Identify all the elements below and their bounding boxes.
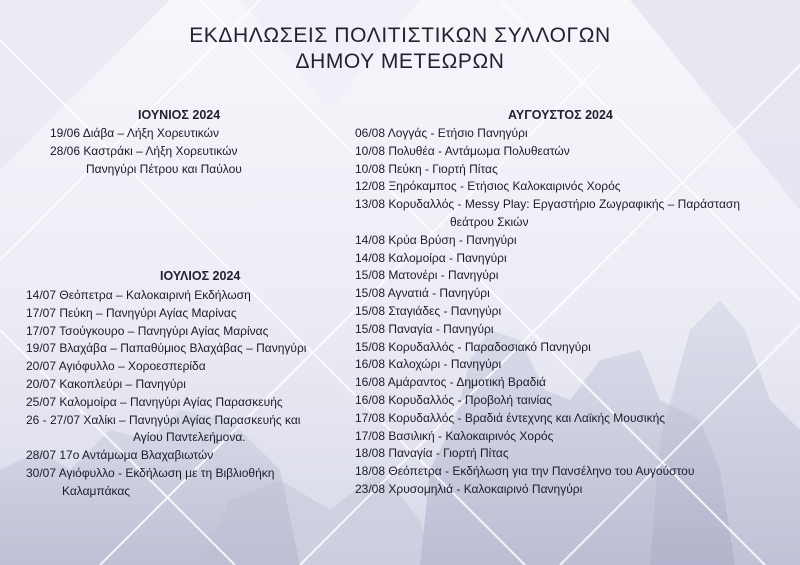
event-text: 28/06 Καστράκι – Λήξη Χορευτικών [50, 143, 238, 158]
list-item [355, 232, 740, 250]
list-item [26, 287, 306, 305]
list-item [355, 196, 740, 232]
list-item [355, 410, 740, 428]
event-text: 15/08 Αγνατιά - Πανηγύρι [355, 286, 490, 301]
list-item [26, 376, 306, 394]
july-event-list [26, 287, 306, 501]
event-text: 17/08 Κορυδαλλός - Βραδιά έντεχνης και Λαϊκής Μουσικής [355, 410, 666, 425]
event-text: 10/08 Πεύκη - Γιορτή Πίτας [355, 161, 498, 176]
list-item [355, 303, 740, 321]
event-text: 19/07 Βλαχάβα – Παπαθύμιος Βλαχάβας – Πανηγύρι [26, 341, 307, 356]
event-text: 20/07 Κακοπλεύρι – Πανηγύρι [26, 376, 186, 391]
event-text: 16/08 Καλοχώρι - Πανηγύρι [355, 357, 502, 372]
list-item [355, 285, 740, 303]
june-heading: ΙΟΥΝΙΟΣ 2024 [138, 108, 221, 122]
event-text: 26 - 27/07 Χαλίκι – Πανηγύρι Αγίας Παρασκευής και [26, 412, 301, 427]
list-item [355, 339, 740, 357]
list-item [26, 340, 306, 358]
event-text: 15/08 Ματονέρι - Πανηγύρι [355, 268, 499, 283]
event-text: 15/08 Σταγιάδες - Πανηγύρι [355, 303, 502, 318]
list-item [26, 394, 306, 412]
list-item [355, 250, 740, 268]
event-text: 25/07 Καλομοίρα – Πανηγύρι Αγίας Παρασκευής [26, 394, 283, 409]
list-item [355, 463, 740, 481]
list-item [26, 465, 306, 501]
june-event-list [50, 125, 242, 178]
list-item [355, 392, 740, 410]
list-item [355, 125, 740, 143]
list-item [355, 143, 740, 161]
event-text: 06/08 Λογγάς - Ετήσιο Πανηγύρι [355, 126, 528, 140]
event-text: 10/08 Πολυθέα - Αντάμωμα Πολυθεατών [355, 143, 570, 158]
event-text: 23/08 Χρυσομηλιά - Καλοκαιρινό Πανηγύρι [355, 481, 583, 496]
list-item [50, 125, 242, 143]
event-text: 16/08 Κορυδαλλός - Προβολή ταινίας [355, 392, 552, 407]
event-text: 16/08 Αμάραντος - Δημοτική Βραδιά [355, 375, 546, 390]
event-text: 15/08 Κορυδαλλός - Παραδοσιακό Πανηγύρι [355, 339, 591, 354]
list-item [355, 321, 740, 339]
event-text: 17/08 Βασιλική - Καλοκαιρινός Χορός [355, 428, 554, 443]
list-item [26, 323, 306, 341]
july-heading: ΙΟΥΛΙΟΣ 2024 [160, 269, 241, 283]
event-text: 18/08 Παναγία - Γιορτή Πίτας [355, 446, 509, 461]
list-item [26, 447, 306, 465]
list-item [26, 358, 306, 376]
event-text: 17/07 Πεύκη – Πανηγύρι Αγίας Μαρίνας [26, 305, 237, 320]
list-item [355, 445, 740, 463]
page-title: ΕΚΔΗΛΩΣΕΙΣ ΠΟΛΙΤΙΣΤΙΚΩΝ ΣΥΛΛΟΓΩΝ [189, 24, 611, 47]
list-item [26, 305, 306, 323]
event-text: 14/07 Θεόπετρα – Καλοκαιρινή Εκδήλωση [26, 288, 251, 302]
list-item [26, 412, 306, 448]
august-heading: ΑΥΓΟΥΣΤΟΣ 2024 [508, 108, 613, 122]
list-item [355, 161, 740, 179]
event-text: 15/08 Παναγία - Πανηγύρι [355, 321, 494, 336]
page-subtitle: ΔΗΜΟΥ ΜΕΤΕΩΡΩΝ [295, 50, 505, 73]
event-text: 19/06 Διάβα – Λήξη Χορευτικών [50, 126, 219, 140]
event-text: 14/08 Κρύα Βρύση - Πανηγύρι [355, 232, 517, 247]
event-text-continued: Αγίου Παντελεήμονα. [133, 430, 246, 445]
event-text: 20/07 Αγιόφυλλο – Χοροεσπερίδα [26, 359, 206, 374]
event-text: 18/08 Θεόπετρα - Εκδήλωση για την Πανσέληνο του Αυγούστου [355, 464, 695, 479]
list-item [50, 143, 242, 179]
event-text: 12/08 Ξηρόκαμπος - Ετήσιος Καλοκαιρινός Χορός [355, 179, 621, 194]
event-text-continued: Καλαμπάκας [62, 483, 131, 498]
list-item [355, 356, 740, 374]
event-text-continued: θεάτρου Σκιών [450, 214, 529, 229]
list-item [355, 428, 740, 446]
august-event-list [355, 125, 740, 499]
event-text: 13/08 Κορυδαλλός - Messy Play: Εργαστήριο Ζωγραφικής – Παράσταση [355, 197, 741, 212]
event-text-continued: Πανηγύρι Πέτρου και Παύλου [86, 161, 242, 176]
event-text: 30/07 Αγιόφυλλο - Εκδήλωση με τη Βιβλιοθήκη [26, 465, 275, 480]
event-text: 28/07 17ο Αντάμωμα Βλαχαβιωτών [26, 448, 214, 463]
list-item [355, 481, 740, 499]
event-text: 17/07 Τσούγκουρο – Πανηγύρι Αγίας Μαρίνας [26, 323, 269, 338]
list-item [355, 267, 740, 285]
event-text: 14/08 Καλομοίρα - Πανηγύρι [355, 250, 507, 265]
list-item [355, 374, 740, 392]
list-item [355, 178, 740, 196]
